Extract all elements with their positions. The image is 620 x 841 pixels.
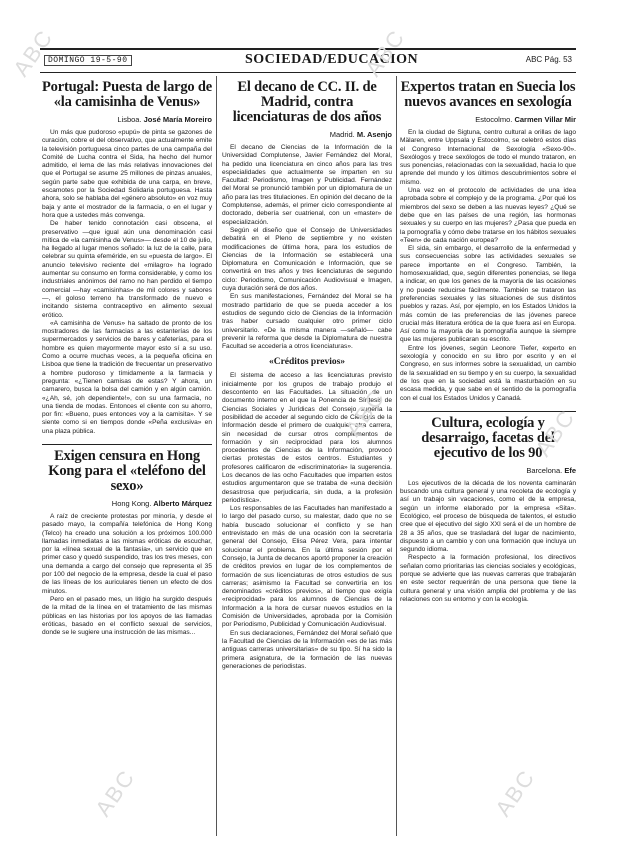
author: Efe [564, 465, 576, 475]
paragraph: Los ejecutivos de la década de los noventa caminarán buscando una cultura general y una recoleta de ecología y así un trabajo sin vacaciones, como el de la empresa, según un informe elaborado por la empresa «Sita». Ecológico, «el proceso de búsqueda de talentos, el estudio cree que el ejecutivo del siglo XXI será el de un hombre de 28 a 35 años, que se trasladará del lugar de nacimiento, dispuesto a un cambio y con una formación que incluya un segundo idioma. [400, 479, 576, 554]
paragraph: El sistema de acceso a las licenciaturas previsto inicialmente por los grupos de trabajo produjo el descontento en las Facultades. La situación de un documento interno en el que la Ponencia de Síntesis de Ciencias Sociales y Jurídicas del Consejo sugería la posibilidad de acceder al segundo ciclo de Ciencias de la Información desde el primero de cualquier otra carrera, sin necesidad de cursar otros complementos de formación y sin reciprocidad para los alumnos procedentes de Ciencias de la Información, provocó ciertas protestas de estos centros. Estudiantes y profesores calificaron de «discriminatoria» la sugerencia. Los decanos de las ocho Facultades que imparten estos estudios argumentaron que se trataba de «una decisión desastrosa que perjudicaría, sin duda, a la profesión periodística». [222, 372, 392, 504]
paragraph: Un más que pudoroso «pupú» de pinta se gazones de curación, cobre el del observativo, que actualmente emite la televisión portuguesa cinco partes de una campaña del Comité de Lucha contra el Sida, ha hecho del humor admitido, el lema de las más relativas innovaciones del que el Portugal se asume 25 millones de pinzas anuales, según parte sabe que exhibida de una carpa, en breve, escamotes por la Sociedad Solidaria portuguesa. Hasta ahora, solo se hablaba del «género absoluto» en voz muy baja y ante el mostrador de la farmacia, o en el lugar y hora que a ustedes más convenga. [42, 129, 212, 219]
article-body [42, 513, 212, 637]
watermark: ABC [530, 404, 581, 461]
dateline: Estocolmo. [475, 115, 513, 124]
column-rule [396, 76, 397, 836]
headline: Expertos tratan en Suecia los nuevos avances en sexología [400, 79, 576, 110]
headline: Portugal: Puesta de largo de «la camisinha de Venus» [42, 79, 212, 110]
dateline: Lisboa. [117, 115, 142, 124]
byline [400, 466, 576, 475]
article-body [400, 129, 576, 403]
paragraph: Según el diseño que el Consejo de Universidades debatirá en el Pleno de septiembre y no existen modificaciones de última hora, para los estudios de Ciencias de la Información se establecerá una Diplomatura en Comunicación e Información, que se convertirá en tres años y tres licenciaturas de segundo ciclo: Periodismo, Comunicación Audiovisual e Imagen, cuya duración será de dos años. [222, 226, 392, 293]
section-title: SOCIEDAD/EDUCACION [245, 52, 419, 67]
article-portugal [42, 80, 212, 436]
paragraph: Pero en el pasado mes, un litigio ha surgido después de la mitad de la línea en el tratamiento de las mismas públicas en las historias por los apoyos de las llamadas eróticas, basado en el conflicto sexual de servicios, donde se le sugiere una instrucción de las mismas... [42, 595, 212, 637]
byline [42, 499, 212, 508]
subheading: «Créditos previos» [268, 357, 346, 368]
watermark: ABC [8, 24, 59, 81]
article-divider [42, 444, 212, 445]
byline [42, 115, 212, 124]
byline [222, 130, 392, 139]
headline: El decano de CC. II. de Madrid, contra licenciaturas de dos años [232, 79, 382, 125]
article-body [222, 144, 392, 671]
author: Alberto Márquez [153, 498, 212, 508]
dateline: Barcelona. [526, 465, 563, 475]
article-hongkong [42, 449, 212, 637]
watermark: ABC [90, 764, 141, 821]
paragraph: El sida, sin embargo, el desarrollo de la enfermedad y sus consecuencias sobre las actividades sexuales se parece importante en el Congreso. También, la homosexualidad, que, según diferentes ponencias, se llega a indicar, en que los genes de la mayoría de las ocasiones y no puede reducirse fácilmente. También se trataron las preferencias sexuales y las situaciones de sus distintos pueblos y razas. Así, por ejemplo, en los Estados Unidos la más común de las preferencias de las jóvenes parece crucial más literatura erótica de la que fuera así en Europa. Así como la mayoría de la pornografía aunque la siempre que las mujeres publicaran su escrito. [400, 245, 576, 344]
paragraph: A raíz de creciente protestas por minoría, y desde el pasado mayo, la compañía telefónica de Hong Kong (Telco) ha creado una solución a los próximos 100.000 llamadas inmediatas a las mismas eróticas de escuchar, por la «línea sexual de la fantasía», un servicio que en primer caso y quedó suspendido, tras los tres meses, con una demanda a cargo del consejo que representa el 35 por 100 del negocio de la empresa, desde la cual el paso de las líneas de los auriculares tienen un efecto de dos minutos. [42, 512, 212, 595]
column-right [400, 76, 576, 836]
paragraph: De haber tenido connotación casi obscena, el preservativo —que igual aún una denominación casi mítica de «la camisinha de Venus»— desde el 10 de julio, ha llegado al lugar menos soñado: la luz de la calle, para celebrar su quinta efeméride, en su «puesta de largo». El anuncio televisivo reciente del «milagro» ha logrado aumentar su consumo en forma considerable, y como los industriales anónimos del ramo no han perdido el tiempo comercial —hay «camisinhas» de mil colores y sabores—, el goloso terreno ha transformado de nuevo e incitando sistema contraceptivo en alimento sexual erótico. [42, 220, 212, 319]
author: Carmen Villar Mir [514, 115, 576, 124]
article-madrid [222, 80, 392, 671]
article-body [400, 480, 576, 604]
article-suecia [400, 80, 576, 403]
headline: Cultura, ecología y desarraigo, facetas del ejecutivo de los 90 [421, 414, 555, 461]
column-rule [216, 76, 217, 836]
headline: Exigen censura en Hong Kong para el «teléfono del sexo» [48, 447, 206, 494]
watermark: ABC [340, 384, 391, 441]
article-body [42, 129, 212, 436]
author: M. Asenjo [356, 130, 392, 139]
page-reference: ABC Pág. 53 [525, 55, 572, 64]
dateline: Hong Kong. [111, 498, 152, 508]
byline [400, 115, 576, 124]
paragraph: «A camisinha de Venus» ha saltado de pronto de los mostradores de las farmacias a las estanterías de los supermercados y servicios de bares y cafeterías, para el hombre es quien mayormente mayor esto sí a su uso. Como a ocurre muchas veces, a la pequeña oficina en Lisboa que tiene la tradición de frecuentar un preservativo a hombre pudoroso y tímidamente a la farmacia y pregunta: «¿Tienen camisas de estas? Y ahora, un camarero, busca la bolsa del camión y en algún camión. «¿Ah, sé, ¡oh dependiente!», con su una farmacia, no una tienda de modas. Entonces el cliente con su ahorro, por fin: «Bueno, pues entonces voy a la camisita». Y se siente como si en tiempos donde «Peña exclusiva» en una plaza pública. [42, 319, 212, 435]
paragraph: El decano de Ciencias de la Información de la Universidad Complutense, Javier Fernández del Moral, ha pedido una licenciatura en cinco años para las tres especialidades que actualmente se imparten en su Facultad: Periodismo, Imagen y Publicidad. Fernández del Moral se pronunció también por un diplomatura de un año para las tres titulaciones. En opinión del decano de la Complutense, además, el primer ciclo correspondiente al doctorado, debería ser cuatrienal, con un «master» de especialización. [222, 144, 392, 226]
paragraph: En sus declaraciones, Fernández del Moral señaló que la Facultad de Ciencias de la Información «es de las más antiguas carreras universitarias» de su tipo. Sí ha sido la primera asignatura, de la formación de las nuevas generaciones de periodistas. [222, 629, 392, 670]
author: José María Moreiro [143, 115, 212, 124]
column-center [222, 76, 392, 836]
paragraph: Una vez en el protocolo de actividades de una idea aprobada sobre el complejo y de la programa. ¿Por qué los miembros del sexo se deben a las nuevas leyes? ¿Qué se debe que en las países de una región, las hormonas sexuales y su cuerpo en las mujeres? ¿Pasa que pueda en la pornografía y cómo debe tratarse en los hábitos sexuales «Teen» de cada nación europea? [400, 187, 576, 244]
paragraph: En sus manifestaciones, Fernández del Moral se ha mostrado partidario de que se pueda acceder a los estudios de segundo ciclo de Ciencias de la Información tras haber cursado cualquier otro primer ciclo universitario. «De la misma manera —señaló— cabe prevenir la reforma que desde la Diplomatura de nuestra Facultad se accedería a otros licenciaturas». [222, 293, 392, 351]
watermark: ABC [490, 764, 541, 821]
article-ejecutivo [400, 416, 576, 604]
paragraph: Entre los jóvenes, según Leonore Tiefer, experto en sexología y conocido en su libro por escrito y en el Congreso, en sus informes sobre la sexualidad, un cambio de la sexualidad en su tiempo y en su cuerpo, la sexualidad de los que en la sociedad está la masturbación en su escasa medida, y que sabe en el sentido de la pornografía con el cual los Estados Unidos y Canadá. [400, 344, 576, 402]
page-header [40, 48, 576, 73]
paragraph: Respecto a la formación profesional, los directivos señalan como prioritarias las ciencias sociales y ecológicas, porque se advierte que las nuevas carreras que trabajarán en este sector requerirán de una persona que tiene la cultura general y una visión amplia del problema y de las relaciones con su entorno y con la ecología. [400, 554, 576, 603]
paragraph: En la ciudad de Sigtuna, centro cultural a orillas de lago Mälaren, entre Uppsala y Estocolmo, se celebró estos días el Congreso Internacional de Sexología «Sexo-90». Sexólogos y trece sexólogos de todo el mundo trataron, en sus ponencias, relacionadas con la sexualidad, hacia lo que aprende del mundo y los últimos descubrimientos sobre el mismo. [400, 129, 576, 186]
article-divider [400, 411, 576, 412]
issue-date: DOMINGO 19-5-90 [44, 55, 132, 66]
dateline: Madrid. [329, 130, 355, 139]
watermark: ABC [360, 24, 411, 81]
paragraph: Los responsables de las Facultades han manifestado a lo largo del pasado curso, su malestar, dado que no se había buscado solucionar el conflicto y se han entrevistado en más de una ocasión con la secretaría general del Consejo, Elisa Pérez Vera, para intentar solucionar el problema. En la última sesión por el Consejo, la Junta de decanos aportó proponer la creación de créditos previos en lugar de los complementos de formación de sus licenciaturas de otros estudios de sus carreras; asimismo la Facultad se convertiría en los denominados «créditos previos», al tiempo que exigía «reciprocidad» para los alumnos de Ciencias de la Información a la hora de cursar nuevos estudios en la Comisión de Universidades, aprobada por la Comisión por Periodismo, Publicidad y Comunicación Audiovisual. [222, 505, 392, 629]
column-left [42, 76, 212, 836]
